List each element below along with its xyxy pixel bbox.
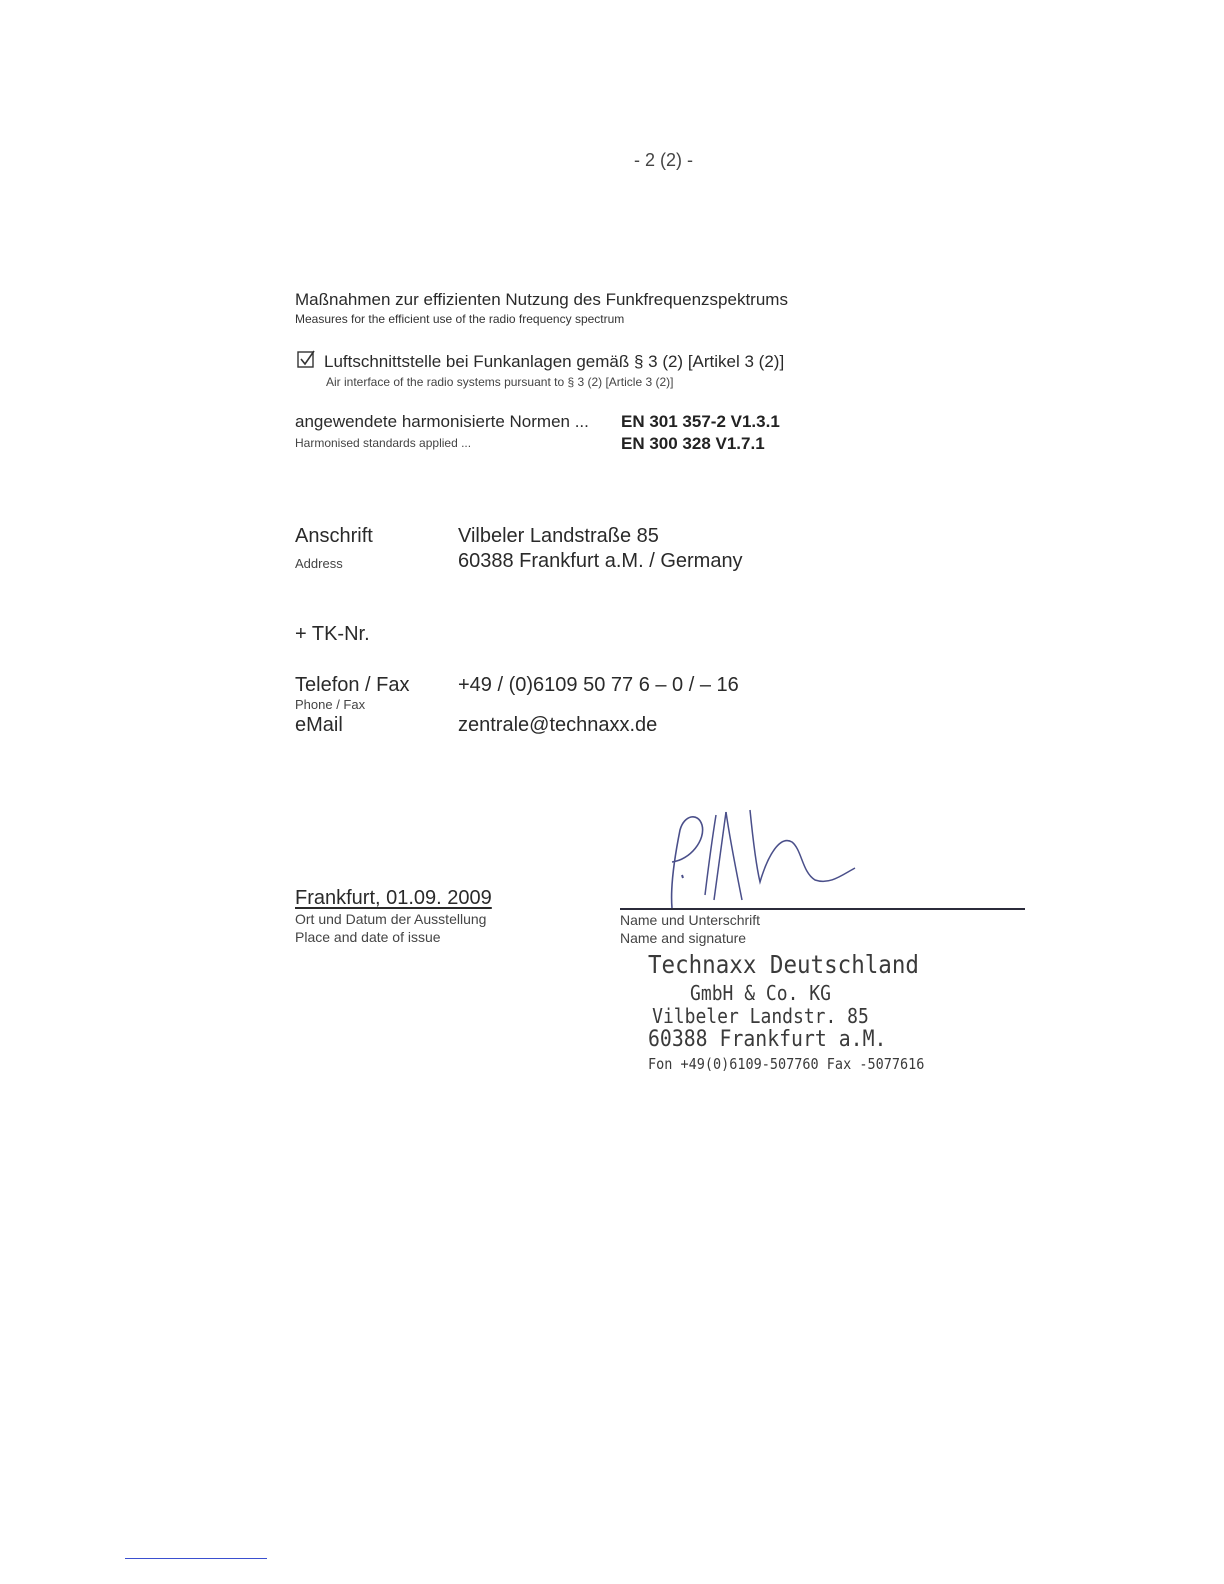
address-sublabel: Address	[295, 556, 343, 571]
checkbox-checked-icon[interactable]	[297, 350, 315, 368]
phone-value: +49 / (0)6109 50 77 6 – 0 / – 16	[458, 674, 739, 696]
address-line-1: Vilbeler Landstraße 85	[458, 525, 659, 547]
email-value: zentrale@technaxx.de	[458, 714, 658, 736]
standard-item: EN 300 328 V1.7.1	[621, 434, 765, 453]
stamp-line-5: Fon +49(0)6109-507760 Fax -5077616	[648, 1055, 925, 1073]
signature-sublabel-en: Name and signature	[620, 930, 747, 946]
address-line-2: 60388 Frankfurt a.M. / Germany	[458, 550, 743, 572]
stamp-line-3: Vilbeler Landstr. 85	[652, 1004, 869, 1028]
email-label: eMail	[295, 714, 343, 736]
checkbox-sublabel: Air interface of the radio systems pursuant to § 3 (2) [Article 3 (2)]	[326, 375, 674, 389]
phone-sublabel: Phone / Fax	[295, 697, 366, 712]
tk-number-label: + TK-Nr.	[295, 623, 370, 645]
page-number: - 2 (2) -	[634, 150, 694, 170]
phone-label: Telefon / Fax	[295, 674, 410, 696]
handwritten-signature	[650, 800, 870, 915]
stamp-line-1: Technaxx Deutschland	[648, 950, 919, 979]
signature-sublabel-de: Name und Unterschrift	[620, 912, 761, 928]
stamp-line-2: GmbH & Co. KG	[690, 981, 831, 1005]
place-date: Frankfurt, 01.09. 2009	[295, 887, 492, 909]
place-date-sublabel-en: Place and date of issue	[295, 929, 441, 945]
section-title: Maßnahmen zur effizienten Nutzung des Funkfrequenzspektrums	[295, 290, 788, 309]
checkbox-label: Luftschnittstelle bei Funkanlagen gemäß § 3 (2) [Artikel 3 (2)]	[324, 352, 785, 371]
standards-sublabel: Harmonised standards applied ...	[295, 436, 472, 450]
section-subtitle: Measures for the efficient use of the radio frequency spectrum	[295, 312, 625, 326]
company-stamp	[648, 948, 925, 1076]
stamp-line-4: 60388 Frankfurt a.M.	[648, 1027, 887, 1052]
place-date-sublabel-de: Ort und Datum der Ausstellung	[295, 911, 487, 927]
standards-label: angewendete harmonisierte Normen ...	[295, 412, 589, 431]
signature-line	[620, 908, 1025, 910]
standard-item: EN 301 357-2 V1.3.1	[621, 412, 780, 431]
address-label: Anschrift	[295, 525, 373, 547]
footnote-rule	[125, 1558, 267, 1559]
